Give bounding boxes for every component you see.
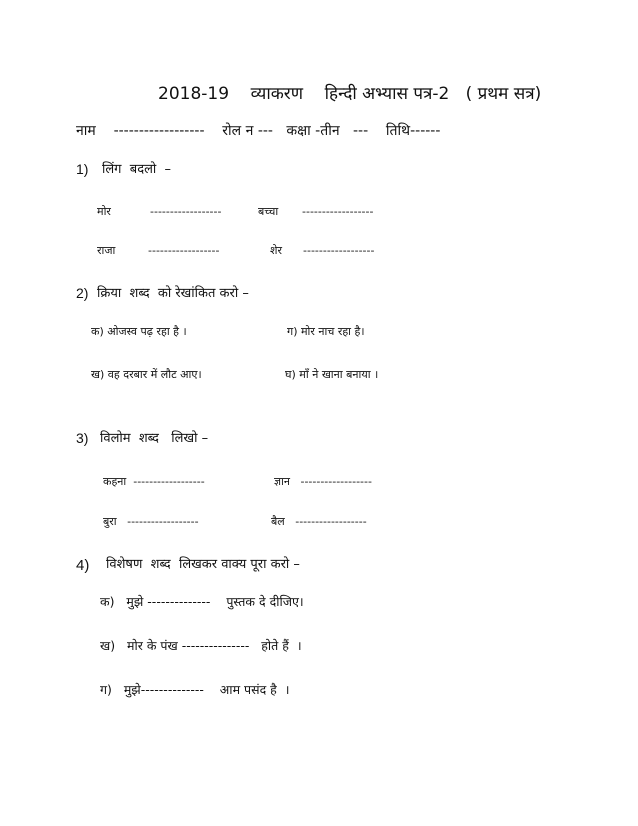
q4-sentence: ग) मुझे-------------- आम पसंद है । (100, 682, 290, 697)
q1-number: 1) (76, 161, 89, 177)
q1-heading: लिंग बदलो – (102, 162, 172, 177)
q1-blank: ------------------ (303, 244, 375, 257)
q1-word: मोर (97, 205, 111, 218)
q2-sentence: ख) वह दरबार में लौट आए। (91, 368, 202, 381)
q1-word: बच्चा (258, 205, 279, 218)
q4-number: 4) (76, 557, 90, 574)
q3-word: बुरा ------------------ (103, 515, 199, 528)
q4-sentence: क) मुझे -------------- पुस्तक दे दीजिए। (100, 594, 304, 609)
q3-word: बैल ------------------ (271, 515, 367, 528)
q1-blank: ------------------ (150, 205, 222, 218)
q3-word: ज्ञान ------------------ (274, 475, 372, 488)
q2-sentence: घ) माँ ने खाना बनाया । (285, 368, 379, 381)
q3-heading: विलोम शब्द लिखो – (100, 431, 209, 446)
student-info-line: नाम ------------------ रोल न --- कक्षा -तीन --- तिथि------ (76, 123, 441, 139)
q3-word: कहना ------------------ (103, 475, 205, 488)
worksheet-title: 2018-19 व्याकरण हिन्दी अभ्यास पत्र-2 ( प्रथम सत्र) (158, 84, 542, 104)
q2-sentence: क) ओजस्व पढ़ रहा है । (91, 325, 187, 338)
q3-number: 3) (76, 430, 89, 446)
q2-heading: क्रिया शब्द को रेखांकित करो – (97, 286, 249, 301)
q1-word: शेर (270, 244, 282, 257)
q4-heading: विशेषण शब्द लिखकर वाक्य पूरा करो – (106, 557, 300, 572)
q4-sentence: ख) मोर के पंख --------------- होते हैं । (100, 638, 302, 653)
q1-blank: ------------------ (148, 244, 220, 257)
q1-word: राजा (97, 244, 116, 257)
q2-sentence: ग) मोर नाच रहा है। (287, 325, 365, 338)
q1-blank: ------------------ (302, 205, 374, 218)
q2-number: 2) (76, 285, 89, 301)
